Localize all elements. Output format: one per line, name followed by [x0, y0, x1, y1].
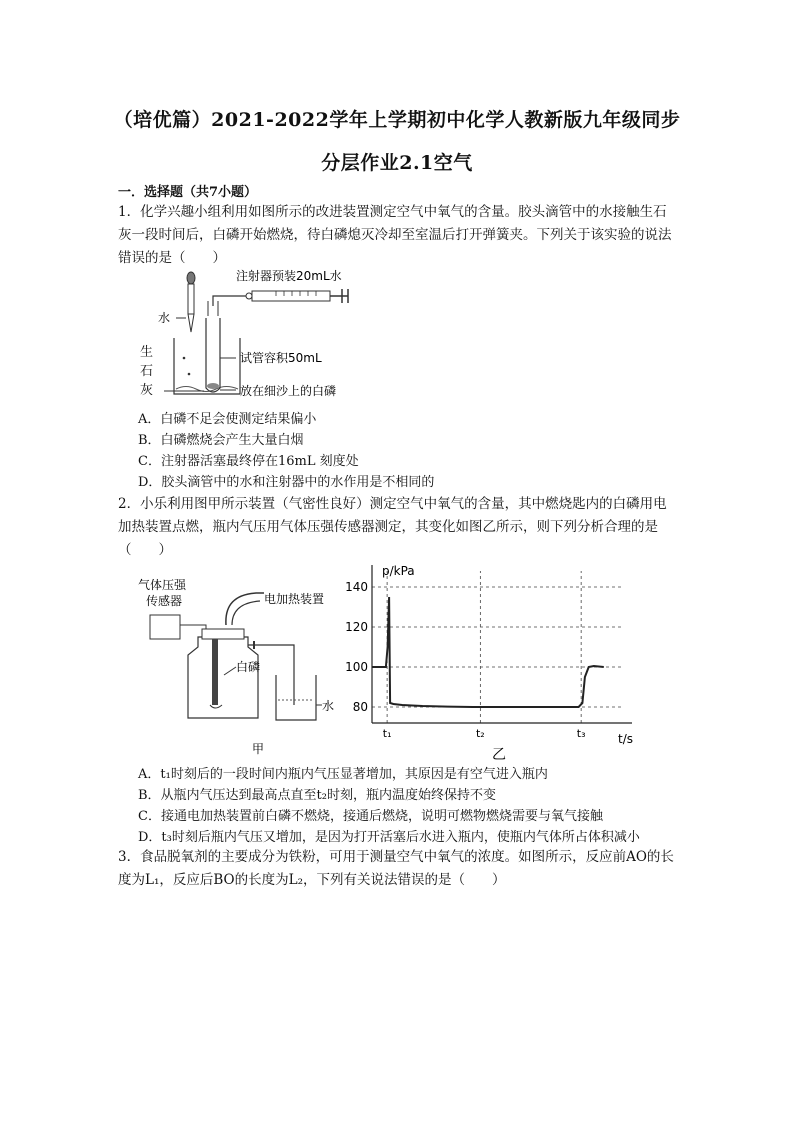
chart-caption-yi: 乙	[492, 747, 506, 763]
quicklime-label: 生石灰	[140, 345, 154, 398]
question-2-apparatus-figure	[136, 575, 356, 760]
question-1-figure	[136, 266, 366, 406]
x-tick-label: t₃	[576, 727, 586, 740]
q1-option-d[interactable]: D．胶头滴管中的水和注射器中的水作用是不相同的	[138, 475, 435, 490]
q2-option-a[interactable]: A．t₁时刻后的一段时间内瓶内气压显著增加，其原因是有空气进入瓶内	[138, 767, 548, 782]
x-tick-label: t₁	[382, 727, 392, 740]
page-subtitle: 分层作业2.1空气	[321, 152, 473, 174]
question-1-stem: 1．化学兴趣小组利用如图所示的改进装置测定空气中氧气的含量。胶头滴管中的水接触生石灰一段时间后，白磷开始燃烧，待白磷熄灭冷却至室温后打开弹簧夹。下列关于该实验的说法错误的是（ ）	[118, 204, 672, 266]
question-2-stem: 2．小乐利用图甲所示装置（气密性良好）测定空气中氧气的含量，其中燃烧匙内的白磷用电加热装置点燃，瓶内气压用气体压强传感器测定，其变化如图乙所示，则下列分析合理的是（ ）	[118, 496, 667, 558]
q2-option-b[interactable]: B．从瓶内气压达到最高点直至t₂时刻，瓶内温度始终保持不变	[138, 788, 496, 803]
chart-ticks	[345, 580, 585, 740]
x-tick-label: t₂	[475, 727, 485, 740]
sensor-label-1: 气体压强	[138, 578, 187, 592]
water-label-2: 水	[322, 699, 335, 713]
page-title: （培优篇）2021-2022学年上学期初中化学人教新版九年级同步	[113, 109, 681, 131]
heater-label: 电加热装置	[264, 592, 325, 606]
section-heading: 一．选择题（共7小题）	[118, 185, 258, 200]
q2-option-c[interactable]: C．接通电加热装置前白磷不燃烧，接通后燃烧，说明可燃物燃烧需要与氧气接触	[138, 809, 603, 824]
phosphorus-label: 放在细沙上的白磷	[240, 384, 337, 398]
y-tick-label: 100	[345, 660, 368, 674]
question-3-stem: 3．食品脱氧剂的主要成分为铁粉，可用于测量空气中氧气的浓度。如图所示，反应前AO的长度为L₁，反应后BO的长度为L₂，下列有关说法错误的是（ ）	[118, 849, 674, 888]
q1-option-b[interactable]: B．白磷燃烧会产生大量白烟	[138, 433, 304, 448]
syringe-label: 注射器预装20mL水	[236, 269, 342, 283]
chart-y-axis-label: p/kPa	[382, 564, 415, 578]
q1-option-a[interactable]: A．白磷不足会使测定结果偏小	[138, 412, 317, 427]
phosphorus-label-2: 白磷	[236, 660, 261, 674]
y-tick-label: 80	[352, 700, 368, 714]
chart-grid	[372, 571, 624, 723]
chart-x-axis-label: t/s	[618, 732, 633, 746]
q2-option-d[interactable]: D．t₃时刻后瓶内气压又增加，是因为打开活塞后水进入瓶内，使瓶内气体所占体积减小	[138, 830, 640, 845]
q1-option-c[interactable]: C．注射器活塞最终停在16mL 刻度处	[138, 454, 359, 469]
tube-volume-label: 试管容积50mL	[240, 351, 322, 365]
chart-axes	[372, 565, 632, 723]
sensor-label-2: 传感器	[146, 594, 183, 608]
y-tick-label: 140	[345, 580, 368, 594]
pressure-series-line	[372, 597, 604, 707]
y-tick-label: 120	[345, 620, 368, 634]
pressure-chart	[345, 555, 640, 765]
figure-caption-jia: 甲	[252, 742, 265, 756]
water-label: 水	[158, 311, 171, 325]
